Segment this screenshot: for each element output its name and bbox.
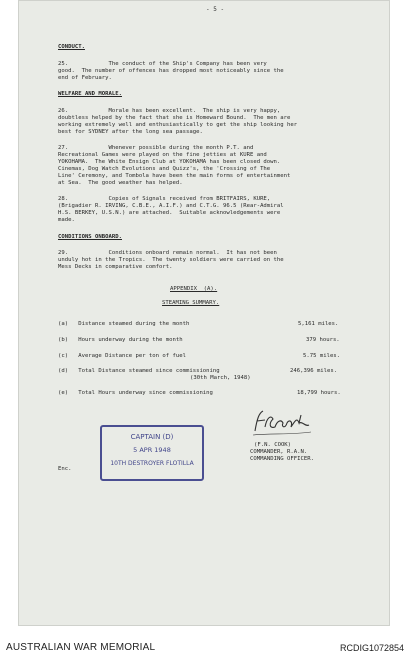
para-25-l2: good. The number of offences has dropped most noticeably since the: [58, 68, 284, 74]
signature-image: [251, 405, 315, 443]
para-28-l2: (Brigadier R. IRVING, C.B.E., A.I.F.) and C.T.G. 96.5 (Rear-Admiral: [58, 203, 284, 209]
para-27-l5: Line' Ceremony, and Tombola have been the main forms of entertainment: [58, 173, 291, 179]
para-29-l1: 29. Conditions onboard remain normal. It has not been: [58, 250, 277, 256]
appendix-subtitle: STEAMING SUMMARY.: [162, 300, 220, 306]
signature-title: COMMANDING OFFICER.: [250, 456, 314, 462]
para-28-l4: made.: [58, 217, 75, 223]
steaming-row-c-label: (c) Average Distance per ton of fuel: [58, 353, 186, 359]
steaming-row-d-value: 246,396 miles.: [290, 368, 338, 374]
steaming-row-d-note: (30th March, 1948): [190, 375, 251, 381]
para-27-l3: YOKOHAMA. The White Ensign Club at YOKOHAMA has been closed down.: [58, 159, 281, 165]
steaming-row-a-label: (a) Distance steamed during the month: [58, 321, 190, 327]
stamp-date: 5 APR 1948: [133, 446, 171, 454]
steaming-row-a-value: 5,161 miles.: [298, 321, 339, 327]
appendix-title: APPENDIX (A).: [170, 286, 218, 292]
steaming-row-e-label: (e) Total Hours underway since commissioning: [58, 390, 213, 396]
para-27-l2: Recreational Games were played on the fine jetties at KURE and: [58, 152, 267, 158]
steaming-row-e-value: 18,799 hours.: [297, 390, 341, 396]
footer-record-id: RCDIG1072854: [339, 643, 404, 653]
para-25-l1: 25. The conduct of the Ship's Company has been very: [58, 61, 267, 67]
heading-conduct: CONDUCT.: [58, 44, 85, 50]
footer-institution: AUSTRALIAN WAR MEMORIAL: [6, 642, 156, 653]
para-26-l3: working extremely well and enthusiastically to get the ship looking her: [58, 122, 298, 128]
para-29-l2: unduly hot in the Tropics. The twenty soldiers were carried on the: [58, 257, 284, 263]
page-number: - 5 -: [206, 6, 225, 13]
stamp-line-3: 10TH DESTROYER FLOTILLA: [110, 460, 194, 467]
heading-welfare: WELFARE AND MORALE.: [58, 91, 122, 97]
para-26-l4: best for SYDNEY after the long sea passage.: [58, 129, 203, 135]
signature-rank: COMMANDER, R.A.N.: [250, 449, 308, 455]
heading-conditions: CONDITIONS ONBOARD.: [58, 234, 122, 240]
para-29-l3: Mess Decks in comparative comfort.: [58, 264, 173, 270]
para-27-l6: at Sea. The good weather has helped.: [58, 180, 183, 186]
steaming-row-d-label: (d) Total Distance steamed since commissioning: [58, 368, 220, 374]
steaming-row-c-value: 5.75 miles.: [303, 353, 341, 359]
para-28-l1: 28. Copies of Signals received from BRITFAIRS, KURE,: [58, 196, 271, 202]
footer-bar: [0, 626, 410, 666]
received-stamp: [100, 425, 204, 481]
para-25-l3: end of February.: [58, 75, 112, 81]
para-27-l4: Cinemas, Dog Watch Evolutions and Quizz's, the 'Crossing of The: [58, 166, 271, 172]
document-page: [18, 0, 390, 626]
enclosure-label: Enc.: [58, 466, 72, 472]
para-26-l2: doubtless helped by the fact that she is Homeward Bound. The men are: [58, 115, 291, 121]
steaming-row-b-value: 379 hours.: [306, 337, 340, 343]
signature-name: (F.N. COOK): [254, 442, 292, 448]
para-26-l1: 26. Morale has been excellent. The ship is very happy,: [58, 108, 281, 114]
steaming-row-b-label: (b) Hours underway during the month: [58, 337, 183, 343]
stamp-line-1: CAPTAIN (D): [130, 433, 174, 441]
para-28-l3: H.S. BERKEY, U.S.N.) are attached. Suitable acknowledgements were: [58, 210, 281, 216]
para-27-l1: 27. Whenever possible during the month P.T. and: [58, 145, 254, 151]
